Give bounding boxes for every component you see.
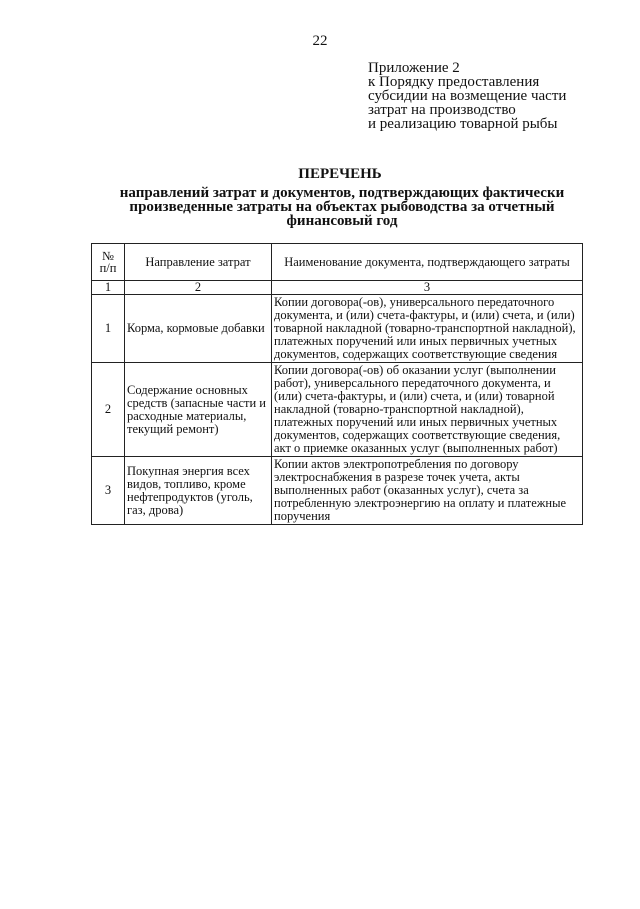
page-number: 22: [312, 33, 328, 49]
column-number: 1: [92, 281, 125, 295]
row-direction: Корма, кормовые добавки: [125, 295, 272, 363]
column-number: 3: [272, 281, 583, 295]
row-number: 1: [92, 295, 125, 363]
appendix-line: субсидии на возмещение части: [368, 88, 567, 104]
appendix-note: [368, 61, 566, 131]
table-row: [92, 363, 583, 457]
table-row: [92, 295, 583, 363]
row-direction: Содержание основных средств (запасные части и расходные материалы, текущий ремонт): [125, 363, 272, 457]
column-number: 2: [125, 281, 272, 295]
header-direction: Направление затрат: [125, 244, 272, 281]
expenses-table: [91, 243, 583, 525]
appendix-line: к Порядку предоставления: [368, 74, 540, 90]
row-direction: Покупная энергия всех видов, топливо, кроме нефтепродуктов (уголь, газ, дрова): [125, 457, 272, 525]
header-number-abbrev: п/п: [99, 261, 117, 275]
row-document: Копии договора(-ов) об оказании услуг (выполнении работ), универсального передаточного документа, и (или) счета-фактуры, и (или) счета, и (или) товарной накладной (товарно-транспортной накладной), платежных поручений или иных первичных учетных документов, содержащих соответствующие сведения, акт о приемке оказанных услуг (выполненных работ): [272, 363, 583, 457]
header-document: Наименование документа, подтверждающего затраты: [272, 244, 583, 281]
table-header-row: [92, 244, 583, 281]
document-title: ПЕРЕЧЕНЬ: [298, 166, 382, 182]
appendix-line: Приложение 2: [368, 60, 460, 76]
row-document: Копии договора(-ов), универсального передаточного документа, и (или) счета-фактуры, и (или) счета, и (или) товарной накладной (товарно-транспортной накладной), платежных поручений или иных первичных учетных документов, содержащих соответствующие сведения: [272, 295, 583, 363]
header-number: [92, 244, 125, 281]
subtitle-line: произведенные затраты на объектах рыбоводства за отчетный: [129, 199, 555, 215]
column-number-row: [92, 281, 583, 295]
row-number: 2: [92, 363, 125, 457]
document-subtitle: [92, 186, 592, 228]
subtitle-line: направлений затрат и документов, подтверждающих фактически: [119, 185, 565, 201]
header-number-sign: №: [102, 249, 114, 263]
row-number: 3: [92, 457, 125, 525]
table-row: [92, 457, 583, 525]
appendix-line: затрат на производство: [368, 102, 516, 118]
appendix-line: и реализацию товарной рыбы: [368, 116, 558, 132]
row-document: Копии актов электропотребления по договору электроснабжения в разрезе точек учета, акты выполненных работ (оказанных услуг), счета за потребленную электроэнергию на оплату и платежные поручения: [272, 457, 583, 525]
subtitle-line: финансовый год: [286, 213, 398, 229]
